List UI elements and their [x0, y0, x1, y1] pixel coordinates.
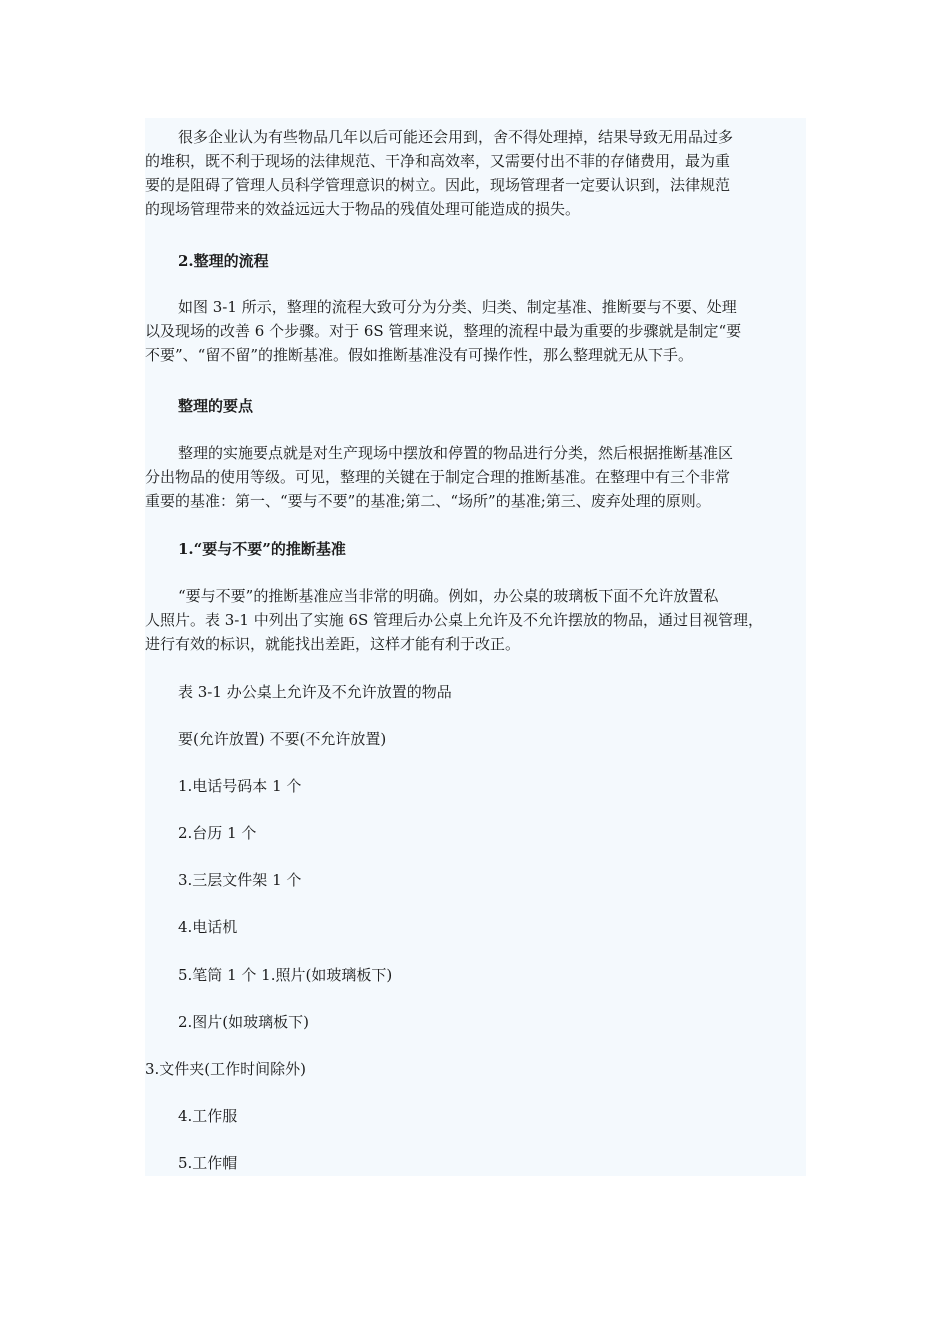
- points-paragraph: [145, 441, 810, 513]
- document-content: [145, 118, 806, 1176]
- criteria-line: 进行有效的标识，就能找出差距，这样才能有利于改正。: [145, 635, 521, 653]
- list-item: 4.工作服: [178, 1107, 238, 1125]
- section-heading-criteria: 1.“要与不要”的推断基准: [178, 540, 346, 558]
- list-item: 3.文件夹(工作时间除外): [145, 1060, 307, 1078]
- section-heading-points: 整理的要点: [178, 397, 254, 415]
- list-item: 4.电话机: [178, 918, 238, 936]
- table-header: 要(允许放置) 不要(不允许放置): [178, 730, 387, 748]
- process-line: 不要”、“留不留”的推断基准。假如推断基准没有可操作性，那么整理就无从下手。: [145, 346, 694, 364]
- intro-line: 的堆积，既不利于现场的法律规范、干净和高效率，又需要付出不菲的存储费用，最为重: [145, 152, 731, 170]
- intro-line: 要的是阻碍了管理人员科学管理意识的树立。因此，现场管理者一定要认识到，法律规范: [145, 176, 731, 194]
- criteria-line: “要与不要”的推断基准应当非常的明确。例如，办公桌的玻璃板下面不允许放置私: [178, 587, 719, 605]
- list-item: 2.图片(如玻璃板下): [178, 1013, 310, 1031]
- process-paragraph: [145, 295, 810, 367]
- list-item: 2.台历 1 个: [178, 824, 257, 842]
- list-item: 3.三层文件架 1 个: [178, 871, 302, 889]
- points-line: 整理的实施要点就是对生产现场中摆放和停置的物品进行分类，然后根据推断基准区: [178, 444, 734, 462]
- process-line: 如图 3-1 所示，整理的流程大致可分为分类、归类、制定基准、推断要与不要、处理: [178, 298, 737, 316]
- intro-paragraph: [145, 125, 810, 221]
- section-heading-process: 2.整理的流程: [178, 252, 269, 270]
- points-line: 重要的基准：第一、“要与不要”的基准;第二、“场所”的基准;第三、废弃处理的原则。: [145, 492, 711, 510]
- intro-line: 很多企业认为有些物品几年以后可能还会用到，舍不得处理掉，结果导致无用品过多: [178, 128, 734, 146]
- list-item: 5.笔筒 1 个 1.照片(如玻璃板下): [178, 966, 393, 984]
- intro-line: 的现场管理带来的效益远远大于物品的残值处理可能造成的损失。: [145, 200, 581, 218]
- criteria-line: 人照片。表 3-1 中列出了实施 6S 管理后办公桌上允许及不允许摆放的物品，通过目视管理，: [145, 611, 764, 629]
- criteria-paragraph: [145, 584, 810, 656]
- list-item: 1.电话号码本 1 个: [178, 777, 302, 795]
- list-item: 5.工作帽: [178, 1154, 238, 1172]
- points-line: 分出物品的使用等级。可见，整理的关键在于制定合理的推断基准。在整理中有三个非常: [145, 468, 731, 486]
- table-caption: 表 3-1 办公桌上允许及不允许放置的物品: [178, 683, 452, 701]
- process-line: 以及现场的改善 6 个步骤。对于 6S 管理来说，整理的流程中最为重要的步骤就是制定“要: [145, 322, 742, 340]
